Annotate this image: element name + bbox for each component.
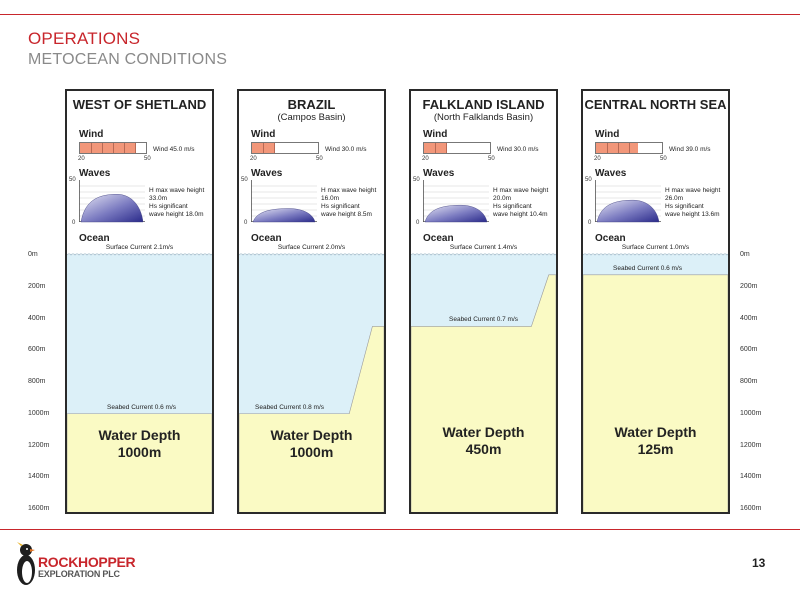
seabed-current-text: Seabed Current 0.6 m/s	[613, 264, 683, 272]
hmax-text-line: 16.0m	[321, 195, 340, 202]
wind-gauge-tick	[113, 143, 114, 153]
depth-tick-label: 1400m	[28, 473, 50, 481]
hs-text-line: Hs significant	[321, 203, 360, 210]
wind-label: Wind	[595, 129, 620, 140]
wind-gauge-tick	[607, 143, 608, 153]
hmax-text-line: 33.0m	[149, 195, 168, 202]
brand-tagline: EXPLORATION PLC	[38, 569, 120, 579]
panel-subtitle: (Campos Basin)	[277, 112, 346, 123]
water-surface	[583, 254, 728, 255]
panel-subtitle: (North Falklands Basin)	[433, 112, 534, 123]
seabed	[583, 275, 728, 514]
panel-title: CENTRAL NORTH SEA	[584, 97, 727, 112]
wind-scale-max: 50	[316, 156, 323, 162]
wind-value-text: Wind 30.0 m/s	[497, 146, 539, 153]
page-title: OPERATIONS	[28, 29, 141, 48]
panel-title: WEST OF SHETLAND	[72, 97, 207, 112]
waves-label: Waves	[595, 168, 627, 179]
wind-scale-min: 20	[422, 156, 429, 162]
ocean-label: Ocean	[251, 233, 282, 244]
wind-scale-min: 20	[78, 156, 85, 162]
water-column	[411, 251, 556, 514]
hmax-text-line: 20.0m	[493, 195, 512, 202]
wind-gauge-tick	[124, 143, 125, 153]
waves-label: Waves	[79, 168, 111, 179]
hs-text-line: wave height 10.4m	[493, 211, 548, 218]
wave-height-chart	[251, 180, 317, 226]
wind-gauge-tick	[135, 143, 136, 153]
bottom-divider	[0, 529, 800, 530]
metocean-panel	[409, 89, 558, 514]
waves-scale-min: 0	[244, 220, 248, 226]
wave-shape	[425, 205, 487, 222]
ocean-label: Ocean	[423, 233, 454, 244]
panel-title: FALKLAND ISLAND	[422, 97, 545, 112]
wave-stats-text	[149, 187, 204, 219]
wind-gauge	[251, 142, 319, 154]
wind-gauge-tick	[629, 143, 630, 153]
water-depth-label: Water Depth	[614, 424, 697, 440]
page-number: 13	[752, 556, 766, 570]
wind-scale-max: 50	[488, 156, 495, 162]
waves-scale-max: 50	[241, 177, 248, 183]
wave-height-chart	[79, 180, 145, 226]
top-divider	[0, 14, 800, 15]
depth-tick-label: 400m	[740, 314, 758, 322]
metocean-panel	[581, 89, 730, 514]
seabed-current-text: Seabed Current 0.7 m/s	[449, 316, 519, 324]
hs-text-line: wave height 13.6m	[665, 211, 720, 218]
waves-scale-max: 50	[585, 177, 592, 183]
depth-tick-label: 1600m	[740, 505, 762, 512]
surface-current-text: Surface Current 1.0m/s	[621, 244, 690, 251]
depth-tick-label: 600m	[740, 346, 758, 354]
metocean-panel	[65, 89, 214, 514]
water-depth-value: 1000m	[289, 443, 334, 460]
wind-gauge	[79, 142, 147, 154]
panel-title: BRAZIL	[287, 97, 336, 112]
ocean-label: Ocean	[595, 233, 626, 244]
surface-current-text: Surface Current 2.1m/s	[105, 244, 174, 251]
ocean-label: Ocean	[79, 233, 110, 244]
wave-stats-text	[493, 187, 548, 219]
hmax-text-line: 26.0m	[665, 195, 684, 202]
waves-scale-min: 0	[72, 220, 76, 226]
water-depth-label: Water Depth	[442, 424, 525, 440]
wind-value-text: Wind 45.0 m/s	[153, 146, 195, 153]
water-depth-value: 1000m	[117, 443, 162, 460]
wind-gauge-tick	[102, 143, 103, 153]
water-column	[583, 251, 728, 514]
wind-gauge-tick	[91, 143, 92, 153]
seabed-current-text: Seabed Current 0.8 m/s	[255, 403, 325, 411]
waves-scale-min: 0	[416, 220, 420, 226]
waves-scale-max: 50	[413, 177, 420, 183]
depth-tick-label: 1000m	[28, 409, 50, 417]
hmax-text-line: H max wave height	[665, 187, 721, 194]
hs-text-line: wave height 18.0m	[149, 211, 204, 218]
depth-tick-label: 1200m	[740, 441, 762, 449]
hs-text-line: Hs significant	[149, 203, 188, 210]
waves-scale-max: 50	[69, 177, 76, 183]
water-depth-label: Water Depth	[270, 426, 353, 443]
seabed-current-text: Seabed Current 0.6 m/s	[107, 403, 177, 411]
page-subtitle: METOCEAN CONDITIONS	[28, 51, 228, 68]
water-surface	[411, 254, 556, 255]
wind-gauge	[423, 142, 491, 154]
wave-shape	[81, 194, 143, 222]
waves-scale-min: 0	[588, 220, 592, 226]
depth-tick-label: 200m	[28, 282, 46, 290]
wind-gauge-tick	[446, 143, 447, 153]
wave-shape	[597, 200, 659, 222]
wind-gauge	[595, 142, 663, 154]
depth-tick-label: 0m	[28, 251, 38, 258]
wind-gauge-tick	[618, 143, 619, 153]
wave-height-chart	[423, 180, 489, 226]
wind-gauge-tick	[274, 143, 275, 153]
water-surface	[67, 254, 212, 255]
wind-scale-min: 20	[594, 156, 601, 162]
depth-tick-label: 800m	[740, 378, 758, 385]
hmax-text-line: H max wave height	[149, 187, 205, 194]
hmax-text-line: H max wave height	[493, 187, 549, 194]
wind-label: Wind	[423, 129, 448, 140]
wind-gauge-tick	[435, 143, 436, 153]
wind-value-text: Wind 39.0 m/s	[669, 146, 711, 153]
hs-text-line: wave height 8.5m	[321, 211, 372, 218]
depth-tick-label: 0m	[740, 251, 750, 258]
surface-current-text: Surface Current 2.0m/s	[277, 244, 346, 251]
wave-height-chart	[595, 180, 661, 226]
surface-current-text: Surface Current 1.4m/s	[449, 244, 518, 251]
water-column	[239, 251, 384, 514]
depth-tick-label: 800m	[28, 378, 46, 385]
waves-label: Waves	[251, 168, 283, 179]
water-column	[67, 251, 212, 514]
wind-gauge-tick	[263, 143, 264, 153]
water-depth-value: 125m	[637, 441, 674, 457]
wind-scale-max: 50	[144, 156, 151, 162]
depth-tick-label: 1200m	[28, 441, 50, 449]
wind-scale-max: 50	[660, 156, 667, 162]
depth-tick-label: 1000m	[740, 409, 762, 417]
wave-stats-text	[665, 187, 720, 219]
depth-tick-label: 1400m	[740, 473, 762, 481]
depth-tick-label: 600m	[28, 346, 46, 354]
penguin-logo-icon	[14, 540, 38, 588]
wave-shape	[253, 209, 315, 222]
depth-tick-label: 400m	[28, 314, 46, 322]
wind-gauge-fill	[80, 143, 135, 153]
hmax-text-line: H max wave height	[321, 187, 377, 194]
water-depth-value: 450m	[465, 441, 502, 457]
wave-stats-text	[321, 187, 376, 219]
hs-text-line: Hs significant	[493, 203, 532, 210]
hs-text-line: Hs significant	[665, 203, 704, 210]
depth-tick-label: 1600m	[28, 505, 50, 512]
depth-tick-label: 200m	[740, 282, 758, 290]
wind-label: Wind	[251, 129, 276, 140]
water-surface	[239, 254, 384, 255]
wind-label: Wind	[79, 129, 104, 140]
wind-scale-min: 20	[250, 156, 257, 162]
wind-value-text: Wind 30.0 m/s	[325, 146, 367, 153]
water-depth-label: Water Depth	[98, 426, 181, 443]
waves-label: Waves	[423, 168, 455, 179]
metocean-panel	[237, 89, 386, 514]
brand-name: ROCKHOPPER	[38, 554, 136, 570]
